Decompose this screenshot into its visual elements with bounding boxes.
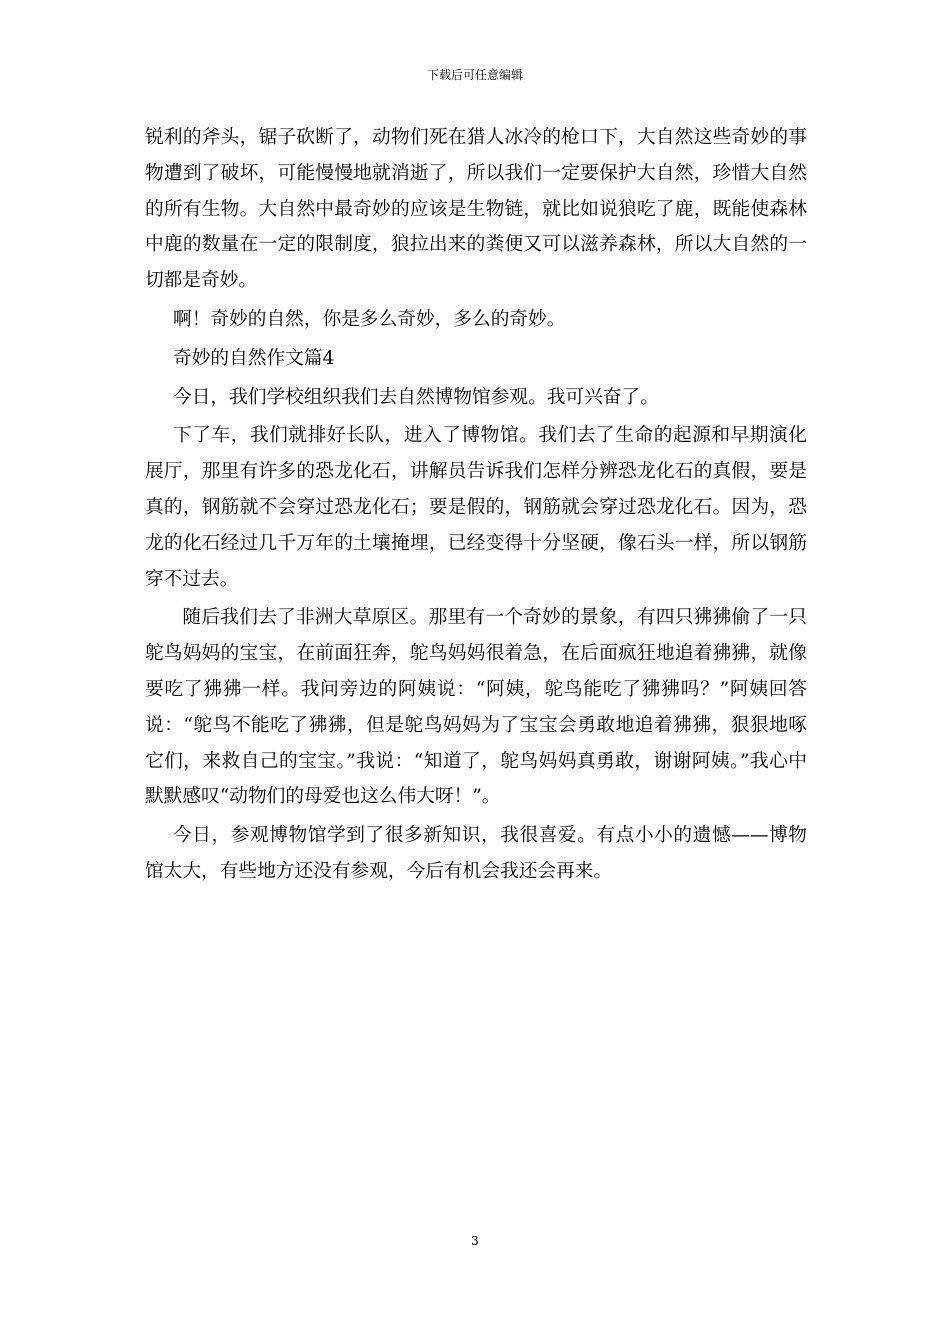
document-body [145, 120, 807, 893]
section-heading: 奇妙的自然作文篇4 [173, 347, 335, 369]
page-header: 下载后可任意编辑 [426, 68, 523, 82]
paragraph-exclamation: 啊！奇妙的自然，你是多么奇妙，多么的奇妙。 [173, 308, 566, 330]
page-number: 3 [471, 1234, 479, 1248]
paragraph-savanna: 随后我们去了非洲大草原区。那里有一个奇妙的景象，有四只狒狒偷了一只鸵鸟妈妈的宝宝，在前面狂奔，鸵鸟妈妈很着急，在后面疯狂地追着狒狒，就像要吃了狒狒一样。我问旁边的阿姨说：“阿姨，鸵鸟能吃了狒狒吗？”阿姨回答说：“鸵鸟不能吃了狒狒，但是鸵鸟妈妈为了宝宝会勇敢地追着狒狒，狠狠地啄它们，来救自己的宝宝。”我说：“知道了，鸵鸟妈妈真勇敢，谢谢阿姨。”我心中默默感叹“动物们的母爱也这么伟大呀！”。 [145, 607, 807, 808]
paragraph-continued: 锐利的斧头，锯子砍断了，动物们死在猎人冰冷的枪口下，大自然这些奇妙的事物遭到了破坏，可能慢慢地就消逝了，所以我们一定要保护大自然，珍惜大自然的所有生物。大自然中最奇妙的应该是生物链，就比如说狼吃了鹿，既能使森林中鹿的数量在一定的限制度，狼拉出来的粪便又可以滋养森林，所以大自然的一切都是奇妙。 [145, 127, 807, 292]
paragraph-fossils: 下了车，我们就排好长队，进入了博物馆。我们去了生命的起源和早期演化展厅，那里有许多的恐龙化石，讲解员告诉我们怎样分辨恐龙化石的真假，要是真的，钢筋就不会穿过恐龙化石；要是假的，钢筋就会穿过恐龙化石。因为，恐龙的化石经过几千万年的土壤掩埋，已经变得十分坚硬，像石头一样，所以钢筋穿不过去。 [145, 425, 807, 590]
paragraph-conclusion: 今日，参观博物馆学到了很多新知识，我很喜爱。有点小小的遗憾——博物馆太大，有些地方还没有参观，今后有机会我还会再来。 [145, 825, 807, 882]
paragraph-intro: 今日，我们学校组织我们去自然博物馆参观。我可兴奋了。 [173, 386, 659, 408]
